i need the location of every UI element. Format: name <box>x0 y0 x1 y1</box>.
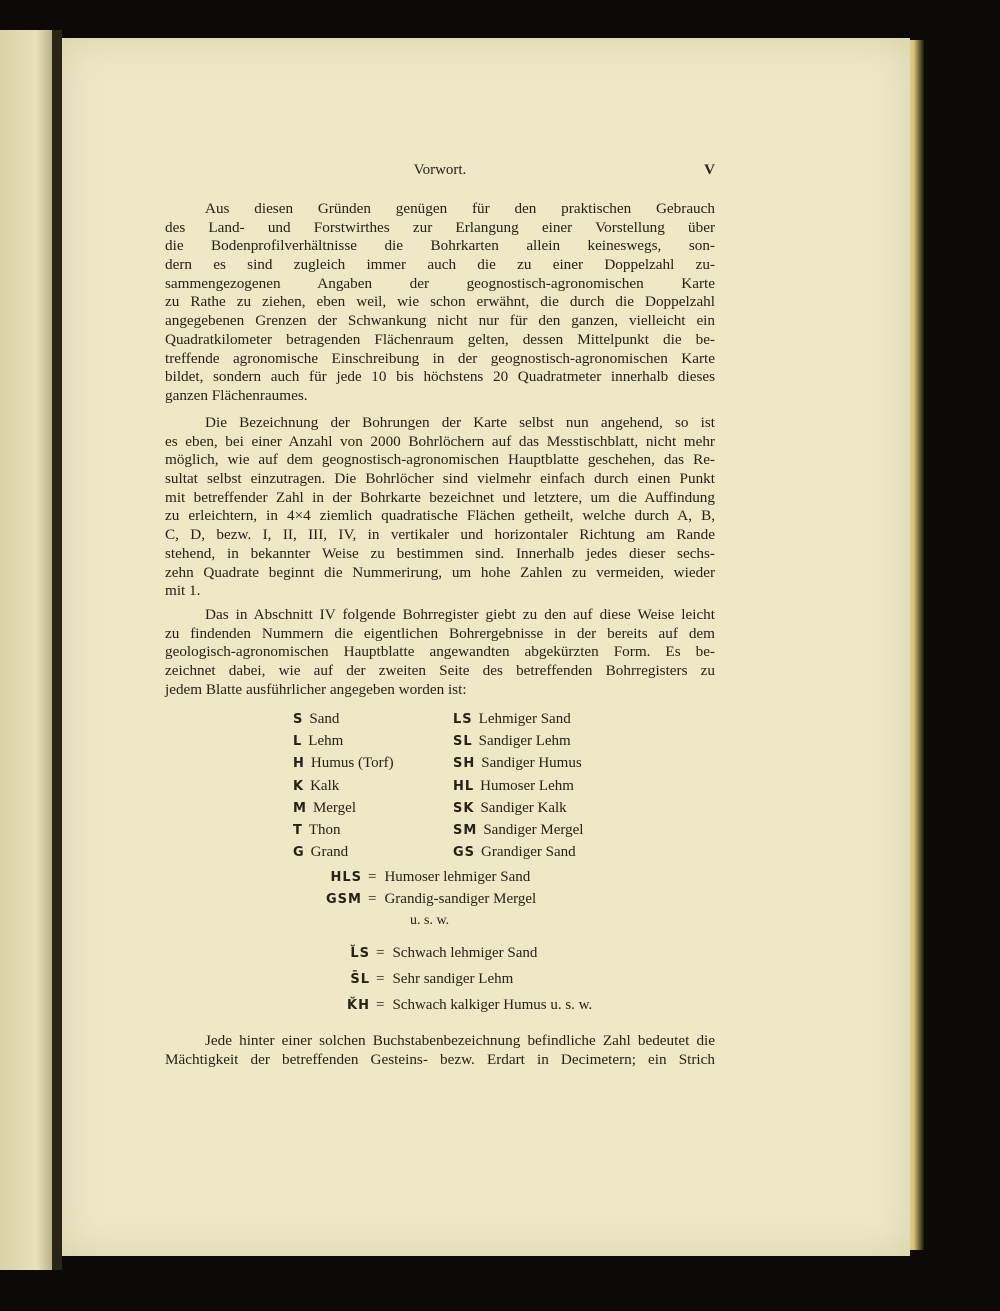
book-gutter <box>52 30 62 1270</box>
legend-label: Mergel <box>312 799 356 816</box>
text-line: zu Rathe zu ziehen, eben weil, wie schon erwähnt, die durch die Doppelzahl <box>165 293 715 311</box>
text-line: des Land- und Forstwirthes zur Erlangung einer Vorstellung über <box>165 218 715 236</box>
text-line: Mächtigkeit der betreffenden Gesteins- bezw. Erdart in Decimetern; ein Strich <box>165 1050 715 1068</box>
text-line: sammengezogenen Angaben der geognostisch-agronomischen Karte <box>165 274 715 292</box>
legend-label: Lehm <box>308 733 344 750</box>
legend-modifiers <box>334 940 592 1018</box>
text-line: möglich, wie auf dem geognostisch-agronomischen Hauptblatte geschehen, das Re- <box>165 451 715 469</box>
paragraph-3 <box>165 606 715 699</box>
legend-code: K <box>293 778 305 794</box>
page-number: V <box>704 162 715 178</box>
text-line: bildet, sondern auch für jede 10 bis höchstens 20 Quadratmeter innerhalb dieses <box>165 368 715 386</box>
legend-row <box>293 708 443 730</box>
legend-row <box>453 752 653 774</box>
equals-sign: = <box>368 868 377 885</box>
text-line: Aus diesen Gründen genügen für den praktischen Gebrauch <box>205 200 715 217</box>
legend-label: Thon <box>308 821 341 838</box>
legend-row <box>293 841 443 863</box>
equals-sign: = <box>376 970 385 987</box>
legend-row <box>453 797 653 819</box>
legend-left-column <box>293 708 443 863</box>
legend-row <box>293 819 443 841</box>
text-line: stehend, in bekannter Weise zu bestimmen sind. Innerhalb jedes dieser sechs- <box>165 544 715 562</box>
legend-label: Sand <box>309 711 340 727</box>
equals-sign: = <box>368 891 377 908</box>
legend-code: SM <box>453 822 478 838</box>
legend-code: SL <box>453 734 473 750</box>
text-line: zu erleichtern, in 4×4 ziemlich quadratische Flächen getheilt, welche durch A, B, <box>165 507 715 525</box>
legend-equation <box>334 940 592 966</box>
legend-row <box>293 730 443 752</box>
legend-equation <box>334 966 592 992</box>
running-header <box>165 162 715 182</box>
legend-code: GSM <box>326 892 362 908</box>
text-line: zehn Quadrate beginnt die Nummerirung, um hohe Zahlen zu vermeiden, wieder <box>165 563 715 581</box>
legend-code: S̄L <box>350 971 370 987</box>
legend-label: Humoser Lehm <box>480 777 574 794</box>
legend-code: L <box>293 734 303 750</box>
legend-code: SK <box>453 800 475 816</box>
text-line: zu findenden Nummern die eigentlichen Bohrergebnisse in der bereits auf dem <box>165 624 715 642</box>
legend-code: HLS <box>330 869 362 885</box>
legend-equation <box>326 889 536 912</box>
legend-label: Grandiger Sand <box>481 844 576 861</box>
legend-label: Schwach kalkiger Humus u. s. w. <box>392 996 593 1013</box>
text-line: angegebenen Grenzen der Schwankung nicht nur für den ganzen, vielleicht ein <box>165 312 715 330</box>
legend-label: Kalk <box>310 777 340 794</box>
text-line: Jede hinter einer solchen Buchstabenbezeichnung befindliche Zahl bedeutet die <box>205 1032 715 1049</box>
legend-label: Grand <box>310 844 349 861</box>
legend-code: M <box>293 800 307 816</box>
legend-code: K̆H <box>347 997 370 1013</box>
legend-row <box>453 730 653 752</box>
text-line: Quadratkilometer betragenden Flächenraum gelten, dessen Mittelpunkt die be- <box>165 330 715 348</box>
text-line: ganzen Flächenraumes. <box>165 386 308 404</box>
legend-label: Grandig-sandiger Mergel <box>384 891 537 908</box>
closing-paragraph <box>165 1032 715 1069</box>
legend-row <box>293 797 443 819</box>
legend-label: Sandiger Lehm <box>478 733 571 750</box>
paragraph-1 <box>165 200 715 406</box>
legend-row <box>453 708 653 730</box>
legend-label: Humoser lehmiger Sand <box>384 868 531 885</box>
legend-code: SH <box>453 756 476 772</box>
legend-label: Schwach lehmiger Sand <box>392 944 538 961</box>
legend-label: Sandiger Humus <box>481 755 582 772</box>
legend-row <box>453 841 653 863</box>
text-line: jedem Blatte ausführlicher angegeben worden ist: <box>165 680 467 698</box>
legend-code: L̆S <box>350 945 370 961</box>
text-line: mit betreffender Zahl in der Bohrkarte bezeichnet und letztere, um die Auffindung <box>165 488 715 506</box>
text-line: Das in Abschnitt IV folgende Bohrregister giebt zu den auf diese Weise leicht <box>205 606 715 623</box>
text-line: zeichnet dabei, wie auf der zweiten Seite des betreffenden Bohrregisters zu <box>165 662 715 680</box>
paragraph-2 <box>165 414 715 601</box>
text-line: sultat selbst einzutragen. Die Bohrlöcher sind vielmehr einfach durch einen Punkt <box>165 470 715 488</box>
legend-code: H <box>293 756 305 772</box>
legend-equation <box>334 992 592 1018</box>
legend-label: Sandiger Mergel <box>483 821 584 838</box>
legend-label: Sandiger Kalk <box>480 799 567 816</box>
text-line: geologisch-agronomischen Hauptblatte angewandten abgekürzten Form. Es be- <box>165 643 715 661</box>
text-line: dern es sind zugleich immer auch die zu einer Doppelzahl zu- <box>165 256 715 274</box>
legend-code: HL <box>453 778 475 794</box>
legend-row <box>293 775 443 797</box>
text-line: Die Bezeichnung der Bohrungen der Karte selbst nun angehend, so ist <box>205 414 715 431</box>
legend-row <box>293 752 443 774</box>
legend-label: Humus (Torf) <box>310 755 394 772</box>
text-line: die Bodenprofilverhältnisse die Bohrkarten allein keineswegs, son- <box>165 237 715 255</box>
legend-combinations <box>326 866 536 911</box>
legend-code: T <box>293 822 303 838</box>
legend-code: S <box>293 712 304 727</box>
text-line: es eben, bei einer Anzahl von 2000 Bohrlöchern auf das Messtischblatt, nicht mehr <box>165 432 715 450</box>
equals-sign: = <box>376 944 385 961</box>
legend-label: Sehr sandiger Lehm <box>392 970 514 987</box>
equals-sign: = <box>376 996 385 1013</box>
legend-row <box>453 819 653 841</box>
legend-equation <box>326 866 536 889</box>
legend-label: Lehmiger Sand <box>478 711 571 727</box>
legend-code: GS <box>453 845 476 861</box>
legend-row <box>453 775 653 797</box>
legend-code: LS <box>453 712 473 727</box>
header-title: Vorwort. <box>413 162 467 178</box>
text-line: treffende agronomische Einschreibung in der geognostisch-agronomischen Karte <box>165 349 715 367</box>
legend-right-column <box>453 708 653 863</box>
text-line: C, D, bezw. I, II, III, IV, in vertikaler und horizontaler Richtung am Rande <box>165 526 715 544</box>
legend-etc: u. s. w. <box>410 913 450 928</box>
text-line: mit 1. <box>165 582 201 600</box>
legend-code: G <box>293 845 305 861</box>
facing-page-edge <box>0 30 52 1270</box>
